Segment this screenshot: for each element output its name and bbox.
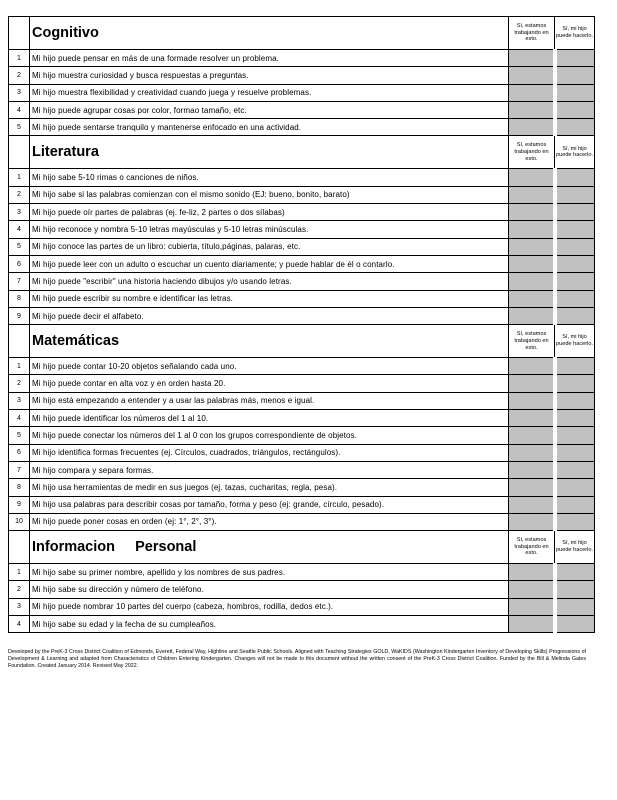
working-on-it-checkbox[interactable]: [509, 358, 555, 375]
item-text: Mi hijo puede nombrar 10 partes del cuerpo (cabeza, hombros, rodilla, dedos etc.).: [30, 598, 509, 615]
item-text: Mi hijo sabe su primer nombre, apellido y los nombres de sus padres.: [30, 564, 509, 581]
checklist-item-row: [9, 186, 595, 203]
child-can-do-checkbox[interactable]: [555, 616, 595, 633]
child-can-do-checkbox[interactable]: [555, 255, 595, 272]
checklist-item-row: [9, 169, 595, 186]
checklist-item-row: [9, 479, 595, 496]
checklist-item-row: [9, 119, 595, 136]
item-text: Mi hijo muestra flexibilidad y creatividad cuando juega y resuelve problemas.: [30, 84, 509, 101]
item-number: 4: [9, 410, 30, 427]
working-on-it-checkbox[interactable]: [509, 598, 555, 615]
section-header-row: [9, 17, 595, 50]
child-can-do-checkbox[interactable]: [555, 598, 595, 615]
working-on-it-checkbox[interactable]: [509, 427, 555, 444]
item-text: Mi hijo sabe su edad y la fecha de su cumpleaños.: [30, 616, 509, 633]
item-number: 4: [9, 101, 30, 118]
header-child-can-do: Sí, mi hijo puede hacerlo.: [555, 17, 595, 50]
working-on-it-checkbox[interactable]: [509, 479, 555, 496]
child-can-do-checkbox[interactable]: [555, 67, 595, 84]
section-title: Cognitivo: [30, 17, 509, 50]
working-on-it-checkbox[interactable]: [509, 410, 555, 427]
child-can-do-checkbox[interactable]: [555, 101, 595, 118]
child-can-do-checkbox[interactable]: [555, 238, 595, 255]
working-on-it-checkbox[interactable]: [509, 50, 555, 67]
item-text: Mi hijo sabe 5-10 rimas o canciones de niños.: [30, 169, 509, 186]
child-can-do-checkbox[interactable]: [555, 221, 595, 238]
item-text: Mi hijo usa herramientas de medir en sus juegos (ej. tazas, cucharitas, regla, pesa).: [30, 479, 509, 496]
checklist-item-row: [9, 461, 595, 478]
item-number: 4: [9, 221, 30, 238]
checklist-item-row: [9, 101, 595, 118]
item-number: 8: [9, 290, 30, 307]
child-can-do-checkbox[interactable]: [555, 50, 595, 67]
item-number: 1: [9, 358, 30, 375]
checklist-item-row: [9, 255, 595, 272]
item-number: 2: [9, 186, 30, 203]
header-working-on-it: Sí, estamos trabajando en esto.: [509, 325, 555, 358]
item-number: 9: [9, 496, 30, 513]
item-text: Mi hijo conoce las partes de un libro: cubierta, título,páginas, palaras, etc.: [30, 238, 509, 255]
section-number-blank: [9, 531, 30, 564]
item-number: 1: [9, 564, 30, 581]
header-working-on-it: Sí, estamos trabajando en esto.: [509, 531, 555, 564]
header-child-can-do: Sí, mi hijo puede hacerlo.: [555, 325, 595, 358]
checklist-item-row: [9, 358, 595, 375]
child-can-do-checkbox[interactable]: [555, 204, 595, 221]
child-can-do-checkbox[interactable]: [555, 513, 595, 530]
checklist-item-row: [9, 221, 595, 238]
item-text: Mi hijo compara y separa formas.: [30, 461, 509, 478]
item-text: Mi hijo puede escribir su nombre e identificar las letras.: [30, 290, 509, 307]
working-on-it-checkbox[interactable]: [509, 101, 555, 118]
item-text: Mi hijo usa palabras para describir cosas por tamaño, forma y peso (ej: grande, círculo, pesado).: [30, 496, 509, 513]
checklist-item-row: [9, 50, 595, 67]
child-can-do-checkbox[interactable]: [555, 169, 595, 186]
child-can-do-checkbox[interactable]: [555, 358, 595, 375]
item-number: 3: [9, 84, 30, 101]
checklist-item-row: [9, 204, 595, 221]
working-on-it-checkbox[interactable]: [509, 307, 555, 324]
checklist-body: [9, 17, 595, 633]
header-working-on-it: Sí, estamos trabajando en esto.: [509, 17, 555, 50]
item-number: 4: [9, 616, 30, 633]
checklist-item-row: [9, 564, 595, 581]
item-text: Mi hijo puede conectar los números del 1 al 0 con los grupos correspondiente de objetos.: [30, 427, 509, 444]
child-can-do-checkbox[interactable]: [555, 290, 595, 307]
working-on-it-checkbox[interactable]: [509, 290, 555, 307]
child-can-do-checkbox[interactable]: [555, 496, 595, 513]
checklist-item-row: [9, 273, 595, 290]
section-header-row: [9, 136, 595, 169]
working-on-it-checkbox[interactable]: [509, 375, 555, 392]
item-number: 5: [9, 427, 30, 444]
working-on-it-checkbox[interactable]: [509, 169, 555, 186]
child-can-do-checkbox[interactable]: [555, 581, 595, 598]
item-text: Mi hijo sabe si las palabras comienzan con el mismo sonido (EJ: bueno, bonito, barato): [30, 186, 509, 203]
item-text: Mi hijo sabe su dirección y número de teléfono.: [30, 581, 509, 598]
checklist-item-row: [9, 238, 595, 255]
child-can-do-checkbox[interactable]: [555, 392, 595, 409]
working-on-it-checkbox[interactable]: [509, 461, 555, 478]
working-on-it-checkbox[interactable]: [509, 67, 555, 84]
working-on-it-checkbox[interactable]: [509, 238, 555, 255]
item-number: 8: [9, 479, 30, 496]
section-header-row: [9, 531, 595, 564]
child-can-do-checkbox[interactable]: [555, 479, 595, 496]
item-number: 6: [9, 255, 30, 272]
item-number: 7: [9, 273, 30, 290]
item-text: Mi hijo puede poner cosas en orden (ej: 1°, 2°, 3°).: [30, 513, 509, 530]
item-number: 6: [9, 444, 30, 461]
checklist-item-row: [9, 598, 595, 615]
working-on-it-checkbox[interactable]: [509, 119, 555, 136]
checklist-item-row: [9, 307, 595, 324]
working-on-it-checkbox[interactable]: [509, 204, 555, 221]
working-on-it-checkbox[interactable]: [509, 255, 555, 272]
working-on-it-checkbox[interactable]: [509, 564, 555, 581]
item-text: Mi hijo puede "escribir" una historia haciendo dibujos y/o usando letras.: [30, 273, 509, 290]
item-number: 3: [9, 204, 30, 221]
child-can-do-checkbox[interactable]: [555, 186, 595, 203]
child-can-do-checkbox[interactable]: [555, 307, 595, 324]
section-title: Informacion Personal: [30, 531, 509, 564]
working-on-it-checkbox[interactable]: [509, 221, 555, 238]
checklist-item-row: [9, 616, 595, 633]
checklist-item-row: [9, 513, 595, 530]
item-text: Mi hijo puede identificar los números del 1 al 10.: [30, 410, 509, 427]
item-text: Mi hijo puede decir el alfabeto.: [30, 307, 509, 324]
child-can-do-checkbox[interactable]: [555, 564, 595, 581]
item-number: 7: [9, 461, 30, 478]
item-text: Mi hijo reconoce y nombra 5-10 letras mayúsculas y 5-10 letras minúsculas.: [30, 221, 509, 238]
item-text: Mi hijo puede pensar en más de una formade resolver un problema.: [30, 50, 509, 67]
child-can-do-checkbox[interactable]: [555, 84, 595, 101]
item-number: 1: [9, 169, 30, 186]
working-on-it-checkbox[interactable]: [509, 616, 555, 633]
item-number: 2: [9, 67, 30, 84]
item-number: 3: [9, 392, 30, 409]
checklist-item-row: [9, 67, 595, 84]
section-title: Literatura: [30, 136, 509, 169]
checklist-item-row: [9, 410, 595, 427]
section-header-row: [9, 325, 595, 358]
checklist-item-row: [9, 84, 595, 101]
section-number-blank: [9, 136, 30, 169]
item-number: 10: [9, 513, 30, 530]
child-can-do-checkbox[interactable]: [555, 273, 595, 290]
section-title: Matemáticas: [30, 325, 509, 358]
item-text: Mi hijo puede contar en alta voz y en orden hasta 20.: [30, 375, 509, 392]
section-number-blank: [9, 17, 30, 50]
checklist-item-row: [9, 444, 595, 461]
item-number: 1: [9, 50, 30, 67]
working-on-it-checkbox[interactable]: [509, 513, 555, 530]
item-number: 2: [9, 581, 30, 598]
item-number: 5: [9, 238, 30, 255]
working-on-it-checkbox[interactable]: [509, 186, 555, 203]
checklist-item-row: [9, 375, 595, 392]
item-text: Mi hijo puede leer con un adulto o escuchar un cuento diariamente; y puede hablar de él o contarlo.: [30, 255, 509, 272]
section-number-blank: [9, 325, 30, 358]
working-on-it-checkbox[interactable]: [509, 273, 555, 290]
child-can-do-checkbox[interactable]: [555, 375, 595, 392]
item-text: Mi hijo identifica formas frecuentes (ej. Círculos, cuadrados, triángulos, rectángulos).: [30, 444, 509, 461]
item-text: Mi hijo puede sentarse tranquilo y mantenerse enfocado en una actividad.: [30, 119, 509, 136]
working-on-it-checkbox[interactable]: [509, 496, 555, 513]
working-on-it-checkbox[interactable]: [509, 392, 555, 409]
checklist-item-row: [9, 496, 595, 513]
working-on-it-checkbox[interactable]: [509, 84, 555, 101]
child-can-do-checkbox[interactable]: [555, 119, 595, 136]
header-child-can-do: Sí, mi hijo puede hacerlo.: [555, 531, 595, 564]
item-text: Mi hijo está empezando a entender y a usar las palabras más, menos e igual.: [30, 392, 509, 409]
checklist-table: [8, 16, 595, 633]
checklist-sheet: [8, 16, 593, 633]
working-on-it-checkbox[interactable]: [509, 444, 555, 461]
item-number: 2: [9, 375, 30, 392]
checklist-item-row: [9, 427, 595, 444]
child-can-do-checkbox[interactable]: [555, 444, 595, 461]
child-can-do-checkbox[interactable]: [555, 461, 595, 478]
checklist-item-row: [9, 581, 595, 598]
item-number: 3: [9, 598, 30, 615]
item-number: 5: [9, 119, 30, 136]
header-child-can-do: Sí, mi hijo puede hacerlo.: [555, 136, 595, 169]
item-number: 9: [9, 307, 30, 324]
checklist-item-row: [9, 392, 595, 409]
child-can-do-checkbox[interactable]: [555, 410, 595, 427]
item-text: Mi hijo puede agrupar cosas por color, formao tamaño, etc.: [30, 101, 509, 118]
child-can-do-checkbox[interactable]: [555, 427, 595, 444]
item-text: Mi hijo muestra curiosidad y busca respuestas a preguntas.: [30, 67, 509, 84]
header-working-on-it: Sí, estamos trabajando en esto.: [509, 136, 555, 169]
item-text: Mi hijo puede contar 10-20 objetos señalando cada uno.: [30, 358, 509, 375]
working-on-it-checkbox[interactable]: [509, 581, 555, 598]
footer-credits: Developed by the PreK-3 Cross District Coalition of Edmonds, Everett, Federal Way, Highline and Seattle Public Schools. Aligned with Teaching Strategies GOLD, WaKIDS (Washington Kindergarten Inventory of Developing Skills) Progressions of Development & Learning and adapted from Characteristics of Children Entering Kindergarten. Changes will not be made to this document without the written consent of the PreK-3 Cross District Coalition. Funded by the Bill & Melinda Gates Foundation. Created January 2014. Revised May 2022.: [8, 649, 586, 670]
item-text: Mi hijo puede oír partes de palabras (ej. fe-liz, 2 partes o dos sílabas): [30, 204, 509, 221]
checklist-item-row: [9, 290, 595, 307]
